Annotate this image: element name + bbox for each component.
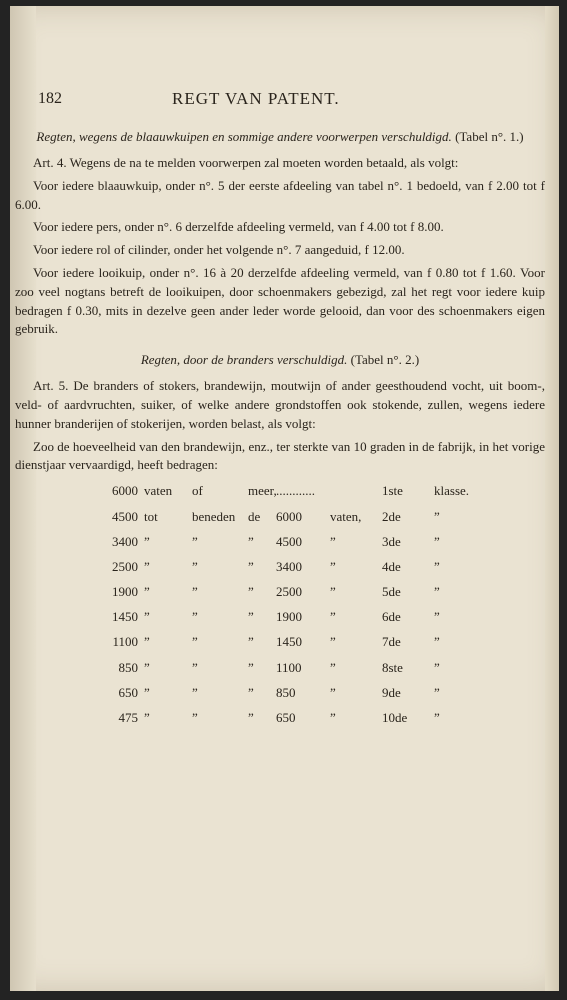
table-cell: 8ste	[382, 659, 403, 675]
paragraph-pers: Voor iedere pers, onder n°. 6 derzelfde afdeeling vermeld, van f 4.00 tot f 8.00.	[33, 219, 444, 235]
table-row	[80, 706, 500, 731]
table-cell: 850	[276, 684, 296, 700]
table-cell: ”	[434, 584, 440, 600]
table-cell: ”	[330, 584, 336, 600]
page-edge	[545, 6, 559, 991]
table-cell: ”	[192, 609, 198, 625]
table-cell: 1ste	[382, 483, 403, 499]
table-cell: ”	[248, 634, 254, 650]
table-cell: tot	[144, 508, 158, 524]
table-cell: 2500	[112, 558, 138, 574]
table-cell: ”	[144, 710, 150, 726]
table-cell: beneden	[192, 508, 236, 524]
paragraph-blaauwkuip: Voor iedere blaauwkuip, onder n°. 5 der eerste afdeeling van tabel n°. 1 bedoeld, van f 2.00 tot f 6.00.	[15, 177, 545, 212]
table-cell: 2500	[276, 584, 302, 600]
table-cell: ”	[330, 684, 336, 700]
table-cell: ”	[434, 533, 440, 549]
table-cell: ”	[144, 584, 150, 600]
table-cell: ”	[192, 558, 198, 574]
running-head: REGT VAN PATENT.	[172, 89, 340, 108]
table-cell: ”	[248, 659, 254, 675]
table-cell: ”	[330, 634, 336, 650]
table-row	[80, 580, 500, 605]
table-row	[80, 555, 500, 580]
table-cell: ”	[248, 584, 254, 600]
table-cell: ”	[434, 659, 440, 675]
table-cell: 4de	[382, 558, 401, 574]
table-cell: ”	[192, 710, 198, 726]
table-cell: 1100	[276, 659, 302, 675]
page-text-block	[15, 89, 545, 731]
table-cell: 2de	[382, 508, 401, 524]
table-cell: de	[248, 508, 261, 524]
table-row	[80, 655, 500, 680]
table-cell: ”	[434, 508, 440, 524]
page-header	[20, 90, 545, 116]
paragraph-looikuip: Voor iedere looikuip, onder n°. 16 à 20 derzelfde afdeeling vermeld, van f 0.80 tot f 1.60. Voor zoo veel nogtans betreft de looikuipen, door schoenmakers gebezigd, zal het regt voor iedere kuip bedragen f 0.30, mits in dezelve geen ander leder worde gelooid, dan voor des schoenmakers eigen gebruik.	[15, 264, 545, 337]
table-cell: vaten	[144, 483, 173, 499]
table-cell: ”	[330, 659, 336, 675]
table-cell: 7de	[382, 634, 401, 650]
table-cell: ............	[276, 483, 315, 499]
section-heading-2-ref: (Tabel n°. 2.)	[350, 352, 420, 368]
table-cell: ”	[434, 558, 440, 574]
table-cell: ”	[248, 710, 254, 726]
table-cell: 3de	[382, 533, 401, 549]
table-cell: 1450	[112, 609, 138, 625]
table-cell: ”	[434, 684, 440, 700]
table-cell: klasse.	[434, 483, 470, 499]
table-cell: 475	[118, 710, 138, 726]
table-cell: ”	[330, 558, 336, 574]
table-cell: 650	[276, 710, 296, 726]
table-row	[80, 504, 500, 529]
table-row	[80, 605, 500, 630]
page-number: 182	[38, 90, 62, 107]
table-cell: 5de	[382, 584, 401, 600]
table-cell: 4500	[276, 533, 302, 549]
table-row	[80, 681, 500, 706]
table-row	[80, 630, 500, 655]
table-cell: ”	[192, 533, 198, 549]
section-heading-1	[20, 128, 540, 146]
table-cell: ”	[248, 609, 254, 625]
table-cell: 4500	[112, 508, 138, 524]
paragraph-art4: Art. 4. Wegens de na te melden voorwerpen zal moeten worden betaald, als volgt:	[33, 155, 459, 170]
table-cell: 10de	[382, 710, 408, 726]
table-cell: 1450	[276, 634, 302, 650]
table-cell: ”	[330, 609, 336, 625]
table-row	[80, 479, 500, 504]
table-cell: 6de	[382, 609, 401, 625]
table-cell: ”	[192, 659, 198, 675]
table-cell: ”	[330, 710, 336, 726]
table-cell: ”	[248, 684, 254, 700]
table-cell: ”	[192, 684, 198, 700]
table-cell: 3400	[112, 533, 138, 549]
table-cell: 650	[118, 684, 138, 700]
paragraph-art5: Art. 5. De branders of stokers, brandewijn, moutwijn of ander geesthoudend vocht, uit boom-, veld- of aardvruchten, suiker, of welke andere grondstoffen ook stokende, zullen, wegens iedere hunner branderijen of stokerijen, worden belast, als volgt:	[15, 378, 545, 431]
table-cell: 3400	[276, 558, 302, 574]
table-cell: ”	[192, 584, 198, 600]
table-cell: ”	[434, 609, 440, 625]
table-cell: vaten,	[330, 508, 362, 524]
table-row	[80, 530, 500, 555]
table-cell: ”	[144, 558, 150, 574]
book-page	[10, 6, 559, 991]
table-cell: ”	[144, 533, 150, 549]
section-heading-2-title: Regten, door de branders verschuldigd.	[140, 352, 348, 368]
table-cell: 1900	[276, 609, 302, 625]
table-cell: ”	[248, 533, 254, 549]
table-cell: ”	[434, 710, 440, 726]
section-heading-1-title: Regten, wegens de blaauwkuipen en sommige andere voorwerpen verschuldigd.	[36, 129, 452, 144]
table-cell: ”	[434, 634, 440, 650]
table-cell: 6000	[276, 508, 302, 524]
table-cell: meer,	[248, 483, 277, 499]
klasse-table	[80, 479, 500, 731]
table-cell: 6000	[112, 483, 138, 499]
section-heading-2	[20, 351, 540, 369]
paragraph-hoeveelheid: Zoo de hoeveelheid van den brandewijn, enz., ter sterkte van 10 graden in de fabrijk, in het vorige dienstjaar vervaardigd, heeft bedragen:	[15, 438, 545, 473]
table-cell: 9de	[382, 684, 401, 700]
paragraph-rol-cilinder: Voor iedere rol of cilinder, onder het volgende n°. 7 aangeduid, f 12.00.	[33, 242, 405, 258]
table-cell: of	[192, 483, 203, 499]
table-cell: ”	[144, 609, 150, 625]
table-cell: ”	[144, 634, 150, 650]
table-cell: 1100	[112, 634, 138, 650]
table-cell: ”	[144, 684, 150, 700]
table-cell: ”	[248, 558, 254, 574]
table-cell: 850	[118, 659, 138, 675]
table-cell: ”	[192, 634, 198, 650]
table-cell: ”	[330, 533, 336, 549]
table-cell: ”	[144, 659, 150, 675]
section-heading-1-ref: (Tabel n°. 1.)	[455, 129, 524, 144]
table-cell: 1900	[112, 584, 138, 600]
